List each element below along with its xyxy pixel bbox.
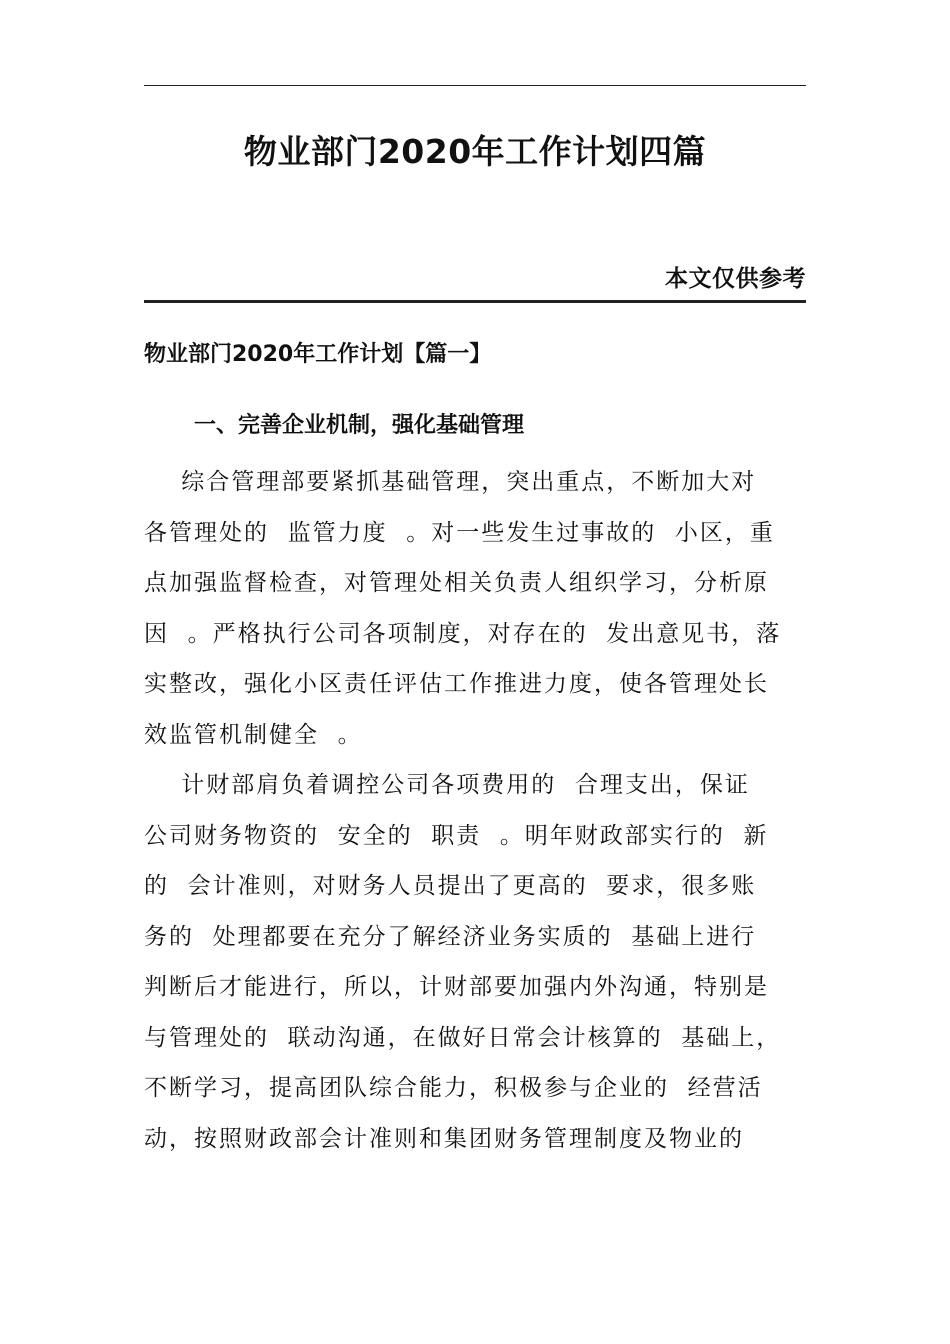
paragraph-line: 各管理处的 监管力度 。对一些发生过事故的 小区，重	[144, 519, 775, 546]
paragraph-line: 判断后才能进行，所以，计财部要加强内外沟通，特别是	[144, 974, 769, 1000]
paragraph-line: 动，按照财政部会计准则和集团财务管理制度及物业的	[144, 1125, 744, 1152]
paragraph-line: 的 会计准则，对财务人员提出了更高的 要求，很多账	[144, 873, 757, 899]
document-title: 物业部门2020年工作计划四篇	[243, 132, 707, 171]
paragraph-line: 综合管理部要紧抓基础管理，突出重点，不断加大对	[144, 469, 757, 495]
header-rule	[144, 85, 806, 86]
paragraph-2	[144, 760, 806, 1164]
paragraph-line: 公司财务物资的 安全的 职责 。明年财政部实行的 新	[144, 822, 769, 849]
header-bottom-rule	[144, 300, 806, 303]
sub-heading: 一、完善企业机制，强化基础管理	[194, 413, 525, 438]
reference-note: 本文仅供参考	[665, 265, 806, 292]
paragraph-line: 计财部肩负着调控公司各项费用的 合理支出，保证	[144, 772, 750, 798]
paragraph-line: 不断学习，提高团队综合能力，积极参与企业的 经营活	[144, 1075, 763, 1101]
paragraph-line: 因 。严格执行公司各项制度，对存在的 发出意见书，落	[144, 620, 782, 647]
paragraph-line: 与管理处的 联动沟通，在做好日常会计核算的 基础上，	[144, 1024, 782, 1051]
paragraph-line: 实整改，强化小区责任评估工作推进力度，使各管理处长	[144, 671, 769, 697]
section-heading: 物业部门2020年工作计划【篇一】	[144, 342, 492, 367]
paragraph-line: 务的 处理都要在充分了解经济业务实质的 基础上进行	[144, 923, 757, 950]
paragraph-line: 效监管机制健全 。	[144, 721, 363, 748]
paragraph-1	[144, 457, 806, 760]
paragraph-line: 点加强监督检查，对管理处相关负责人组织学习，分析原	[144, 570, 769, 596]
